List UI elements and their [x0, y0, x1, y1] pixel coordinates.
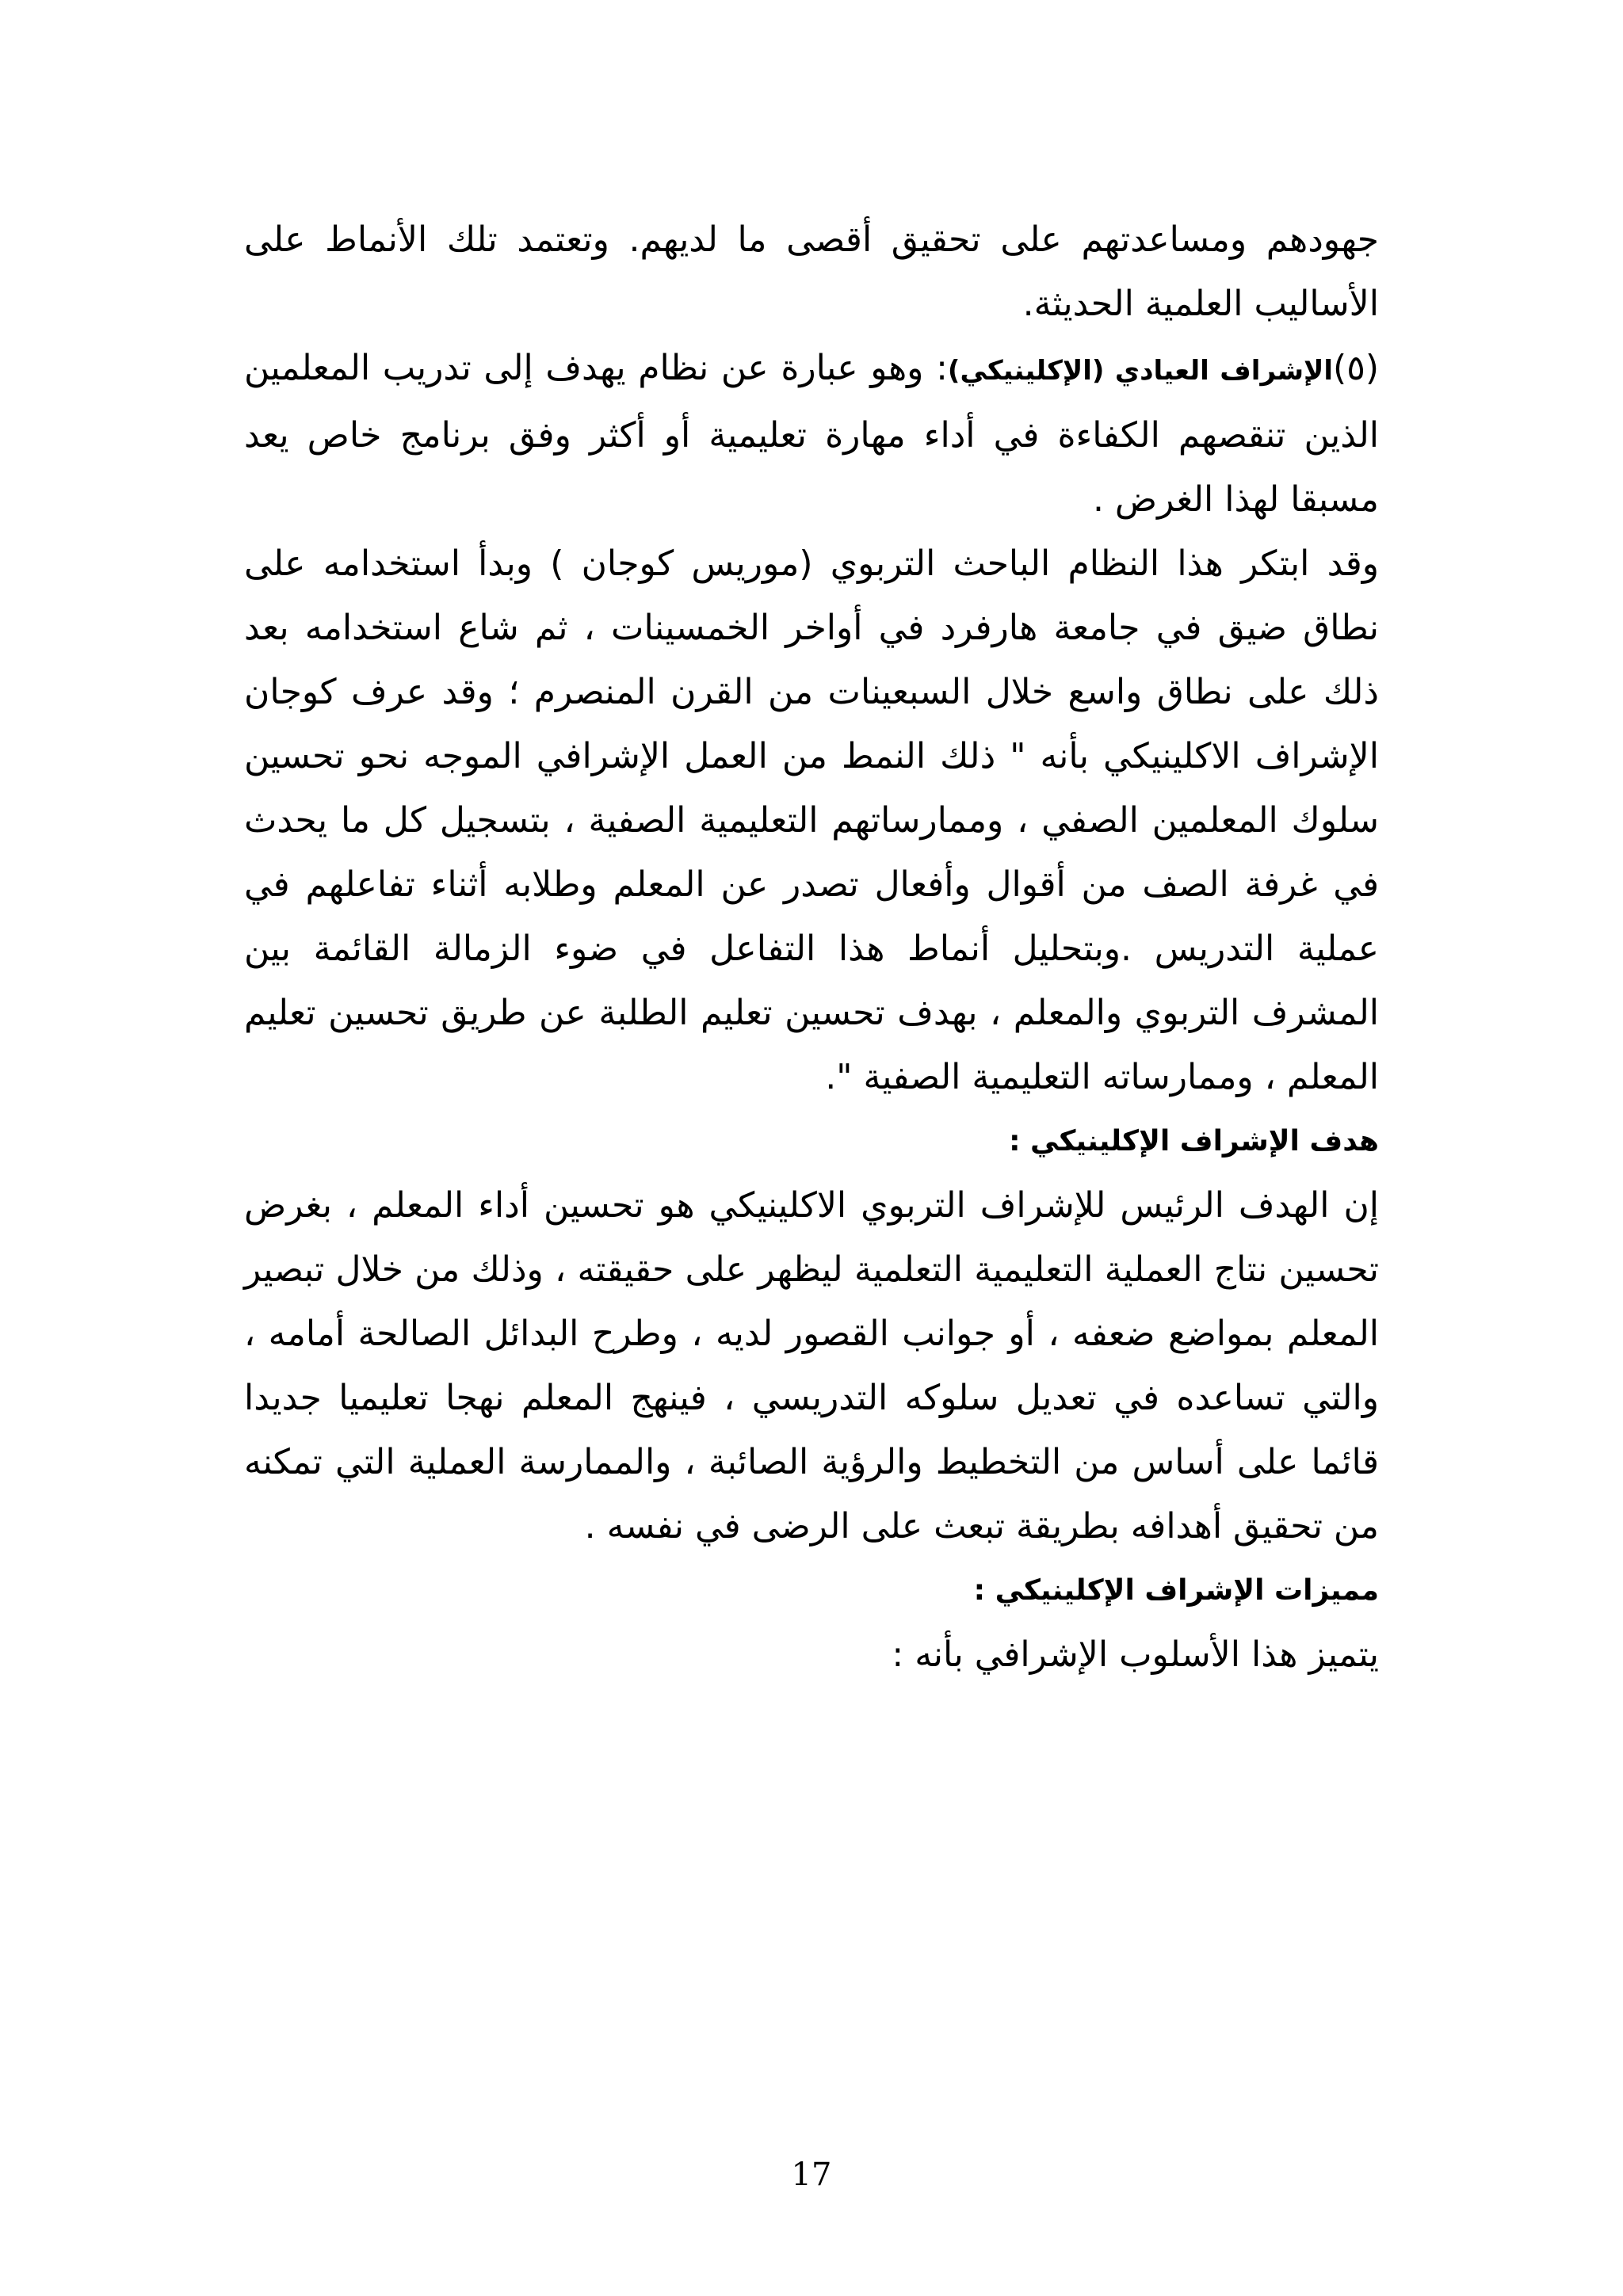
- paragraph-clinical-goal: إن الهدف الرئيس للإشراف التربوي الاكلينيكي هو تحسين أداء المعلم ، بغرض تحسين نتاج العملية التعليمية التعلمية ليظهر على حقيقته ، وذلك من خلال تبصير المعلم بمواضع ضعفه ، أو جوانب القصور لديه ، وطرح البدائل الصالحة أمامه ، والتي تساعده في تعديل سلوكه التدريسي ، فينهج المعلم نهجا تعليميا جديدا قائما على أساس من التخطيط والرؤية الصائبة ، والممارسة العملية التي تمكنه من تحقيق أهدافه بطريقة تبعث على الرضى في نفسه .: [244, 1185, 1379, 1547]
- paragraph-features-intro: يتميز هذا الأسلوب الإشرافي بأنه :: [892, 1634, 1379, 1675]
- paragraph-intro: جهودهم ومساعدتهم على تحقيق أقصى ما لديهم. وتعتمد تلك الأنماط على الأساليب العلمية الحديثة.: [244, 219, 1379, 324]
- heading-clinical-goal: هدف الإشراف الإكلينيكي :: [1009, 1125, 1379, 1158]
- page-number: 17: [791, 2157, 832, 2193]
- body-text: [244, 208, 1379, 1687]
- term-clinical-supervision: الإشراف العيادي (الإكلينيكي): [947, 355, 1334, 387]
- paragraph-cogan-history: وقد ابتكر هذا النظام الباحث التربوي (موريس كوجان ) وبدأ استخدامه على نطاق ضيق في جامعة هارفرد في أواخر الخمسينات ، ثم شاع استخدامه بعد ذلك على نطاق واسع خلال السبعينات من القرن المنصرم ؛ وقد عرف كوجان الإشراف الاكلينيكي بأنه " ذلك النمط من العمل الإشرافي الموجه نحو تحسين سلوك المعلمين الصفي ، وممارساتهم التعليمية الصفية ، بتسجيل كل ما يحدث في غرفة الصف من أقوال وأفعال تصدر عن المعلم وطلابه أثناء تفاعلهم في عملية التدريس .وبتحليل أنماط هذا التفاعل في ضوء الزمالة القائمة بين المشرف التربوي والمعلم ، بهدف تحسين تعليم الطلبة عن طريق تحسين تعليم المعلم ، وممارساته التعليمية الصفية ".: [244, 543, 1379, 1097]
- heading-clinical-features: مميزات الإشراف الإكلينيكي :: [973, 1574, 1379, 1607]
- paragraph-clinical-definition: (٥)الإشراف العيادي (الإكلينيكي): وهو عبارة عن نظام يهدف إلى تدريب المعلمين الذين تنقصهم الكفاءة في أداء مهارة تعليمية أو أكثر وفق برنامج خاص يعد مسبقا لهذا الغرض .: [244, 348, 1379, 520]
- item-number: (٥): [1333, 348, 1379, 388]
